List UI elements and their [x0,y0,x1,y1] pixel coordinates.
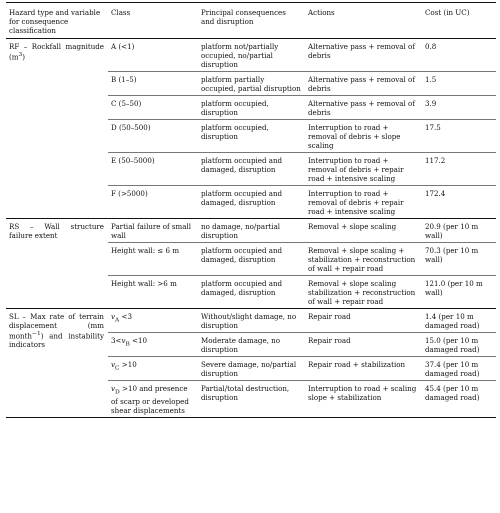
consequence-cell: platform occupied and damaged, disruption [198,153,305,186]
action-cell: Interruption to road + scaling slope + stabilization [305,381,422,418]
class-cell: $v_C >10$ [108,357,198,381]
class-cell: $v_D >10$ and presence of scarp or developed shear displacements [108,381,198,418]
action-cell: Interruption to road + removal of debris + repair road + intensive scaling [305,186,422,219]
header-actions: Actions [308,8,335,17]
consequence-cell: platform partially occupied, partial disruption [198,72,305,96]
action-cell: Removal + slope scaling stabilization + reconstruction of wall + repair road [305,276,422,309]
class-cell: Partial failure of small wall [108,219,198,243]
action-cell: Interruption to road + removal of debris + slope scaling [305,120,422,153]
action-cell: Alternative pass + removal of debris [308,42,415,60]
class-cell: B (1–5) [108,72,198,96]
class-cell: $v_A <3$ [108,309,198,333]
cost-cell: 121.0 (per 10 m wall) [422,276,496,309]
cost-cell: 0.8 [425,42,437,51]
table-header-row [6,3,496,39]
cost-cell: 45.4 (per 10 m damaged road) [422,381,496,418]
consequence-cell: Without/slight damage, no disruption [198,309,305,333]
table-row [6,219,496,243]
class-cell: Height wall: >6 m [108,276,198,309]
action-cell: Interruption to road + removal of debris + repair road + intensive scaling [305,153,422,186]
class-cell: A (<1) [111,42,135,51]
hazard-cell: RS – Wall structure failure extent [6,219,108,309]
header-hazard: Hazard type and variable for consequence classification [9,8,101,35]
cost-cell: 1.5 [422,72,496,96]
action-cell: Repair road + stabilization [305,357,422,381]
consequence-cell: no damage, no/partial disruption [198,219,305,243]
header-cost: Cost (in UC) [425,8,470,17]
class-cell: F (>5000) [108,186,198,219]
action-cell: Removal + slope scaling + stabilization + reconstruction of wall + repair road [305,243,422,276]
class-cell: E (50–5000) [108,153,198,186]
consequence-cell: Partial/total destruction, disruption [198,381,305,418]
action-cell: Removal + slope scaling [305,219,422,243]
table-body [6,39,496,418]
consequence-cell: platform occupied and damaged, disruption [198,276,305,309]
cost-cell: 3.9 [422,96,496,120]
cost-cell: 17.5 [422,120,496,153]
action-cell: Alternative pass + removal of debris [305,72,422,96]
consequence-cell: platform occupied and damaged, disruption [198,243,305,276]
class-cell: D (50–500) [108,120,198,153]
hazard-cell: RF – Rockfall magnitude $(m^3)$ [9,42,104,62]
class-cell: Height wall: ≤ 6 m [108,243,198,276]
consequence-cell: Severe damage, no/partial disruption [198,357,305,381]
consequence-cell: platform occupied, disruption [198,96,305,120]
table-row [6,39,496,72]
header-class: Class [111,8,131,17]
cost-cell: 15.0 (per 10 m damaged road) [422,333,496,357]
consequence-cell: platform occupied, disruption [198,120,305,153]
cost-cell: 172.4 [422,186,496,219]
cost-cell: 20.9 (per 10 m wall) [422,219,496,243]
cost-cell: 37.4 (per 10 m damaged road) [422,357,496,381]
header-consequences: Principal consequences and disruption [201,8,286,26]
hazard-cell: SL – Max rate of terrain displacement (mm month$^{-1}$) and instability indicators [6,309,108,418]
consequence-cell: Moderate damage, no disruption [198,333,305,357]
consequence-cell: platform occupied and damaged, disruption [198,186,305,219]
class-cell: $3<v_B <10$ [108,333,198,357]
consequence-table [6,2,496,418]
cost-cell: 1.4 (per 10 m damaged road) [422,309,496,333]
cost-cell: 117.2 [422,153,496,186]
action-cell: Repair road [305,333,422,357]
action-cell: Alternative pass + removal of debris [305,96,422,120]
class-cell: C (5–50) [108,96,198,120]
consequence-cell: platform not/partially occupied, no/partial disruption [201,42,279,69]
table-row [6,309,496,333]
cost-cell: 70.3 (per 10 m wall) [422,243,496,276]
action-cell: Repair road [305,309,422,333]
